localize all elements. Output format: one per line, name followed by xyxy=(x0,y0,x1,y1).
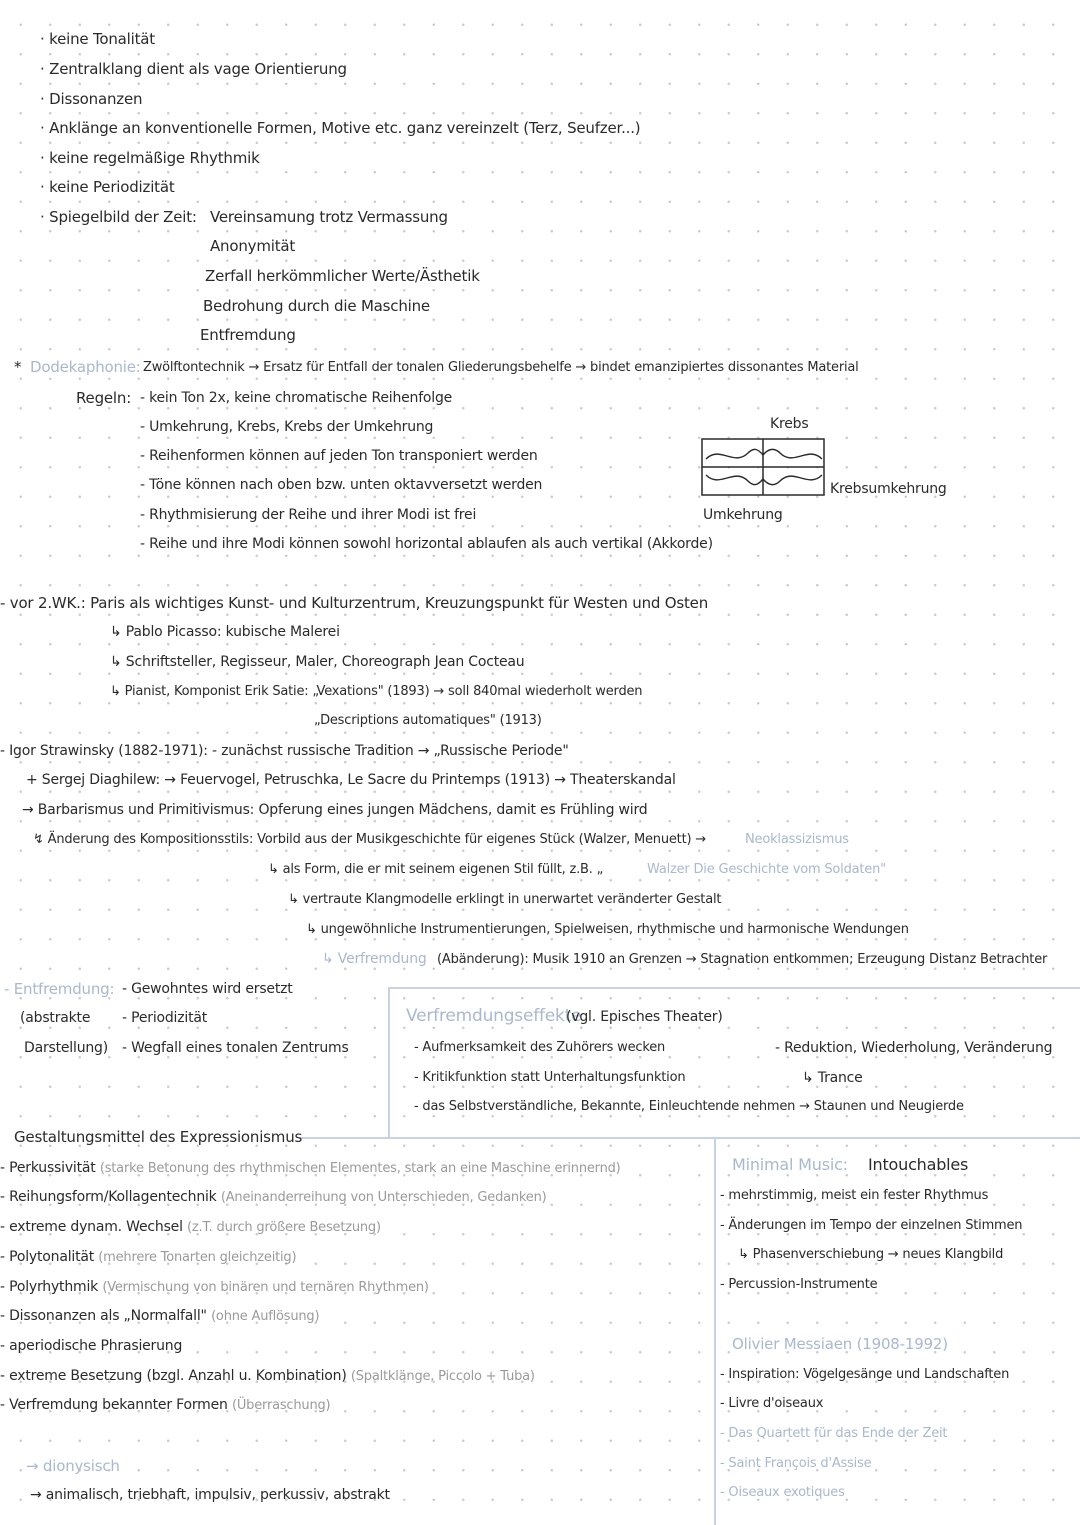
entfremdung-side-2: Darstellung) xyxy=(24,1040,108,1056)
rule-3: - Reihenformen können auf jeden Ton transponiert werden xyxy=(140,448,538,464)
dionysisch-desc: → animalisch, triebhaft, impulsiv, perkussiv, abstrakt xyxy=(30,1487,390,1503)
messiaen-work-2: - Saint François d'Assise xyxy=(720,1456,872,1471)
gestaltung-item-2-note: (Aneinanderreihung von Unterschieden, Gedanken) xyxy=(220,1190,547,1205)
gestaltung-item-4 xyxy=(0,1248,296,1267)
gestaltung-item-3-main: - extreme dynam. Wechsel xyxy=(0,1219,183,1235)
char-line-3: · Dissonanzen xyxy=(40,90,143,108)
rule-5: - Rhythmisierung der Reihe und ihrer Modi ist frei xyxy=(140,507,477,523)
entfremdung-term: - Entfremdung: xyxy=(4,980,115,998)
diagram-label-umkehrung: Umkehrung xyxy=(703,507,783,523)
gestaltung-item-5-note: (Vermischung von binären und ternären Rhythmen) xyxy=(102,1280,429,1295)
neoklassizismus-term: Neoklassizismus xyxy=(745,832,849,847)
rules-label: Regeln: xyxy=(76,389,132,407)
spiegelbild-1: Vereinsamung trotz Vermassung xyxy=(210,208,448,226)
verfremdungseffekte-right-1: - Reduktion, Wiederholung, Veränderung xyxy=(775,1040,1053,1056)
gestaltung-item-5-main: - Polyrhythmik xyxy=(0,1279,99,1295)
gestaltung-item-9-note: (Überraschung) xyxy=(231,1398,331,1413)
gestaltung-item-1-main: - Perkussivität xyxy=(0,1160,96,1176)
char-line-4: · Anklänge an konventionelle Formen, Motive etc. ganz vereinzelt (Terz, Seufzer...) xyxy=(40,119,641,137)
paris-line-3: ↳ Pianist, Komponist Erik Satie: „Vexations" (1893) → soll 840mal wiederholt werden xyxy=(110,684,643,699)
gestaltung-item-7-main: - aperiodische Phrasierung xyxy=(0,1338,183,1354)
gestaltung-item-9 xyxy=(0,1396,330,1415)
gestaltung-item-3 xyxy=(0,1218,381,1237)
minimal-item-2: - Änderungen im Tempo der einzelnen Stimmen xyxy=(720,1218,1023,1233)
verfremdungseffekte-item-3: - das Selbstverständliche, Bekannte, Einleuchtende nehmen → Staunen und Neugierde xyxy=(414,1099,964,1114)
messiaen-item-2: - Livre d'oiseaux xyxy=(720,1396,824,1411)
minimal-example: Intouchables xyxy=(868,1155,969,1174)
dodekaphonie-term: Dodekaphonie: xyxy=(30,358,141,376)
gestaltung-item-3-note: (z.T. durch größere Besetzung) xyxy=(187,1220,381,1235)
gestaltung-item-6 xyxy=(0,1307,319,1326)
gestaltung-item-9-main: - Verfremdung bekannter Formen xyxy=(0,1397,228,1413)
verfremdungseffekte-right-2: ↳ Trance xyxy=(802,1070,863,1086)
spiegelbild-5: Entfremdung xyxy=(200,326,296,344)
verfremdungseffekte-title: Verfremdungseffekte xyxy=(406,1006,582,1026)
dionysisch-term: → dionysisch xyxy=(26,1457,120,1475)
rule-6: - Reihe und ihre Modi können sowohl horizontal ablaufen als auch vertikal (Akkorde) xyxy=(140,536,713,552)
char-line-1: · keine Tonalität xyxy=(40,30,155,48)
messiaen-work-3: - Oiseaux exotiques xyxy=(720,1485,845,1500)
gestaltung-item-6-note: (ohne Auflösung) xyxy=(211,1309,320,1324)
gestaltung-heading: Gestaltungsmittel des Expressionismus xyxy=(14,1128,303,1146)
verfremdungseffekte-ref: (vgl. Episches Theater) xyxy=(566,1009,723,1025)
gestaltung-item-4-note: (mehrere Tonarten gleichzeitig) xyxy=(98,1250,297,1265)
entfremdung-side-1: (abstrakte xyxy=(20,1010,91,1026)
spiegelbild-2: Anonymität xyxy=(210,237,296,255)
gestaltung-item-7 xyxy=(0,1337,182,1355)
rule-1: - kein Ton 2x, keine chromatische Reihenfolge xyxy=(140,390,453,406)
box-top-rule xyxy=(388,987,1080,989)
walzer-title: Walzer Die Geschichte vom Soldaten" xyxy=(647,862,886,877)
gestaltung-item-8-main: - extreme Besetzung (bzgl. Anzahl u. Kombination) xyxy=(0,1368,347,1384)
gestaltung-item-2 xyxy=(0,1188,547,1207)
gestaltung-item-8 xyxy=(0,1367,535,1386)
strawinsky-heading: - Igor Strawinsky (1882-1971): - zunächst russische Tradition → „Russische Periode" xyxy=(0,743,569,759)
rule-4: - Töne können nach oben bzw. unten oktavversetzt werden xyxy=(140,477,543,493)
paris-heading: - vor 2.WK.: Paris als wichtiges Kunst- und Kulturzentrum, Kreuzungspunkt für Westen und Osten xyxy=(0,594,708,612)
char-line-2: · Zentralklang dient als vage Orientierung xyxy=(40,60,347,78)
verfremdung-text: (Abänderung): Musik 1910 an Grenzen → Stagnation entkommen; Erzeugung Distanz Betrachter xyxy=(437,952,1048,967)
messiaen-title: Olivier Messiaen (1908-1992) xyxy=(732,1335,948,1353)
paris-line-1: ↳ Pablo Picasso: kubische Malerei xyxy=(110,624,340,640)
strawinsky-form-line: ↳ als Form, die er mit seinem eigenen Stil füllt, z.B. „ xyxy=(268,862,604,877)
char-line-7: · Spiegelbild der Zeit: xyxy=(40,208,197,226)
minimal-title: Minimal Music: xyxy=(732,1155,848,1174)
strawinsky-klang-line: ↳ vertraute Klangmodelle erklingt in unerwartet veränderter Gestalt xyxy=(288,892,722,907)
messiaen-work-1: - Das Quartett für das Ende der Zeit xyxy=(720,1426,948,1441)
minimal-item-4: - Percussion-Instrumente xyxy=(720,1277,878,1292)
box-left-rule xyxy=(388,987,390,1137)
rule-2: - Umkehrung, Krebs, Krebs der Umkehrung xyxy=(140,419,434,435)
char-line-6: · keine Periodizität xyxy=(40,178,175,196)
diagram-label-krebsumkehrung: Krebsumkehrung xyxy=(830,481,947,497)
strawinsky-instr-line: ↳ ungewöhnliche Instrumentierungen, Spielweisen, rhythmische und harmonische Wendungen xyxy=(306,922,909,937)
minimal-item-1: - mehrstimmig, meist ein fester Rhythmus xyxy=(720,1188,989,1203)
star-marker: * xyxy=(14,358,22,376)
spiegelbild-3: Zerfall herkömmlicher Werte/Ästhetik xyxy=(205,267,480,285)
paris-line-2: ↳ Schriftsteller, Regisseur, Maler, Choreograph Jean Cocteau xyxy=(110,654,525,670)
diagram-label-krebs: Krebs xyxy=(770,416,809,432)
messiaen-item-1: - Inspiration: Vögelgesänge und Landschaften xyxy=(720,1367,1010,1382)
gestaltung-item-1-note: (starke Betonung des rhythmischen Elementes, stark an eine Maschine erinnernd) xyxy=(99,1161,621,1176)
gestaltung-item-2-main: - Reihungsform/Kollagentechnik xyxy=(0,1189,217,1205)
diagram-wave-bottom xyxy=(706,475,822,485)
entfremdung-item-3: - Wegfall eines tonalen Zentrums xyxy=(122,1040,349,1056)
gestaltung-item-8-note: (Spaltklänge, Piccolo + Tuba) xyxy=(350,1369,535,1384)
gestaltung-item-6-main: - Dissonanzen als „Normalfall" xyxy=(0,1308,207,1324)
row-forms-diagram xyxy=(700,437,828,499)
char-line-5: · keine regelmäßige Rhythmik xyxy=(40,149,260,167)
column-divider xyxy=(714,1137,716,1525)
paris-line-4: „Descriptions automatiques" (1913) xyxy=(314,713,542,728)
minimal-item-3: ↳ Phasenverschiebung → neues Klangbild xyxy=(738,1247,1004,1262)
gestaltung-item-4-main: - Polytonalität xyxy=(0,1249,95,1265)
gestaltung-item-5 xyxy=(0,1278,429,1297)
gestaltung-item-1 xyxy=(0,1159,621,1178)
section-divider xyxy=(300,1137,1080,1139)
entfremdung-item-1: - Gewohntes wird ersetzt xyxy=(122,981,293,997)
verfremdungseffekte-item-1: - Aufmerksamkeit des Zuhörers wecken xyxy=(414,1040,666,1055)
strawinsky-aenderung: ↯ Änderung des Kompositionsstils: Vorbild aus der Musikgeschichte für eigenes Stück (Walzer, Menuett) → xyxy=(33,832,706,847)
verfremdungseffekte-item-2: - Kritikfunktion statt Unterhaltungsfunktion xyxy=(414,1070,686,1085)
verfremdung-term: ↳ Verfremdung xyxy=(322,951,427,967)
strawinsky-barbarismus: → Barbarismus und Primitivismus: Opferung eines jungen Mädchens, damit es Frühling wird xyxy=(22,802,648,818)
diagram-wave-top xyxy=(706,449,822,459)
strawinsky-diaghilew: + Sergej Diaghilew: → Feuervogel, Petruschka, Le Sacre du Printemps (1913) → Theaterskandal xyxy=(26,772,676,788)
dodekaphonie-definition: Zwölftontechnik → Ersatz für Entfall der tonalen Gliederungsbehelfe → bindet emanzipiertes dissonantes Material xyxy=(143,360,859,375)
spiegelbild-4: Bedrohung durch die Maschine xyxy=(203,297,430,315)
entfremdung-item-2: - Periodizität xyxy=(122,1010,208,1026)
